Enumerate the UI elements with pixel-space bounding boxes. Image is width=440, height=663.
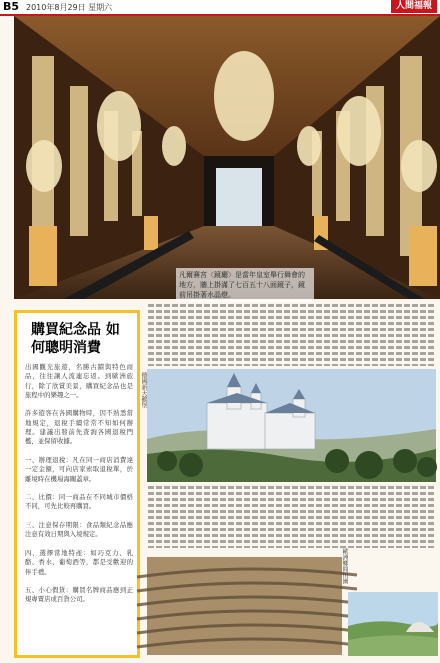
countryside-photo (348, 592, 438, 656)
vineyard-photo (147, 557, 342, 655)
article-intro: 出國觀光旅遊，名勝古蹟與特色商品，往往讓人流連忘返。到歐洲旅行，除了欣賞美景，購買紀念品也是旅程中的樂趣之一。 許多遊客在各國購物時，因不熟悉當地規定，退稅手續常常不知如何辦理。建議出發前先查詢各國退稅門檻，並保留收據。 一、辦理退稅：凡在同一商店消費達一定金額，可向店家索取退稅單，於離境時在機場海關蓋章。 二、比價：同一商品在不同城市價格不同，可先比較再購買。 三、注意保存期限：食品類紀念品應注意有效日期與入境規定。 四、選擇當地特產：如巧克力、乳酪、香水、葡萄酒等，都是受歡迎的伴手禮。 五、小心假貨：購買名牌商品應到正規專賣店或百貨公司。 (25, 363, 133, 604)
field-caption: 歐洲鄉間田園 (341, 548, 348, 584)
page-number: B5 (3, 0, 20, 13)
newspaper-logo: 人間福報 (391, 0, 437, 13)
page-header (0, 0, 440, 16)
text-columns-bottom (146, 486, 436, 554)
castle-caption: 德國新天鵝堡 (140, 372, 147, 408)
castle-photo (147, 369, 436, 482)
feature-box (14, 310, 140, 658)
hall-of-mirrors-photo (14, 16, 440, 299)
text-columns-top (146, 304, 436, 368)
photo-caption: 凡爾賽宮〈鏡廳〉是當年皇室舉行舞會的地方，牆上掛滿了七百五十八面鏡子，鏡前吊掛著水晶燈。 (176, 268, 314, 302)
issue-date: 2010年8月29日 星期六 (26, 3, 113, 12)
article-title: 購買紀念品 如何聰明消費 (31, 322, 120, 356)
